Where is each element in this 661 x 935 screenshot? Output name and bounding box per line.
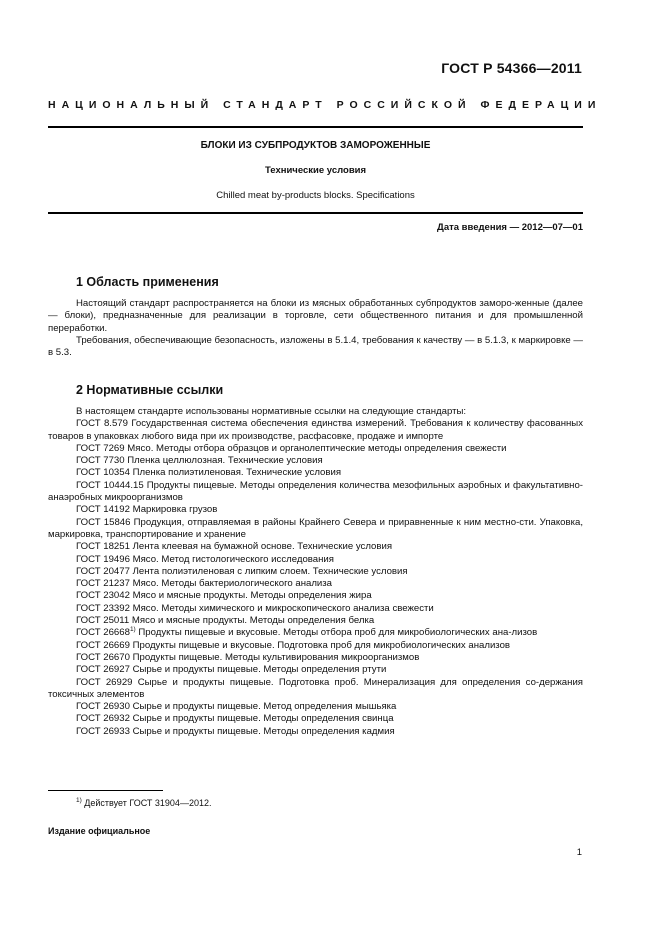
reference-item: ГОСТ 26929 Сырье и продукты пищевые. Подготовка проб. Минерализация для определения со-держания токсичных элементов	[48, 676, 583, 700]
footnote	[76, 797, 211, 808]
edition-label: Издание официальное	[48, 826, 151, 836]
reference-item: ГОСТ 23042 Мясо и мясные продукты. Методы определения жира	[76, 590, 372, 602]
section-1-heading: 1 Область применения	[76, 275, 219, 289]
reference-text: Продукты пищевые и вкусовые. Методы отбора проб для микробиологических ана-лизов	[135, 627, 538, 639]
document-title: БЛОКИ ИЗ СУБПРОДУКТОВ ЗАМОРОЖЕННЫЕ	[200, 140, 431, 151]
reference-item: ГОСТ 26669 Продукты пищевые и вкусовые. Подготовка проб для микробиологических анализов	[76, 639, 511, 651]
standard-number: ГОСТ Р 54366—2011	[441, 60, 582, 76]
reference-item: ГОСТ 15846 Продукция, отправляемая в районы Крайнего Севера и приравненные к ним местно-сти. Упаковка, маркировка, транспортирование и хранение	[48, 516, 583, 540]
section-1-paragraph: Требования, обеспечивающие безопасность, изложены в 5.1.4, требования к качеству — в 5.1.3, к маркировке — в 5.3.	[48, 334, 583, 359]
footnote-text: Действует ГОСТ 31904—2012.	[81, 798, 212, 808]
reference-item: ГОСТ 26932 Сырье и продукты пищевые. Методы определения свинца	[76, 713, 394, 725]
footnote-mark: 1)	[76, 797, 82, 804]
reference-item: ГОСТ 26930 Сырье и продукты пищевые. Метод определения мышьяка	[76, 701, 397, 713]
reference-item: ГОСТ 23392 Мясо. Методы химического и микроскопического анализа свежести	[76, 602, 434, 614]
reference-item: ГОСТ 10444.15 Продукты пищевые. Методы определения количества мезофильных аэробных и факультативно-анаэробных микроорганизмов	[48, 479, 583, 504]
english-title: Chilled meat by-products blocks. Specifications	[216, 190, 415, 201]
bottom-rule	[48, 212, 583, 214]
page-number: 1	[576, 847, 582, 858]
reference-item-26668	[48, 627, 583, 639]
section-1-body	[48, 298, 583, 359]
reference-item: ГОСТ 7269 Мясо. Методы отбора образцов и органолептические методы определения свежести	[76, 442, 507, 454]
intro-date: Дата введения — 2012—07—01	[437, 222, 583, 233]
section-2-heading: 2 Нормативные ссылки	[76, 383, 224, 397]
reference-item: ГОСТ 26670 Продукты пищевые. Методы культивирования микроорганизмов	[76, 651, 420, 663]
reference-item: ГОСТ 26927 Сырье и продукты пищевые. Методы определения ртути	[76, 664, 387, 676]
reference-item: ГОСТ 21237 Мясо. Методы бактериологического анализа	[76, 578, 333, 590]
reference-item: ГОСТ 7730 Пленка целлюлозная. Технические условия	[76, 455, 323, 467]
reference-item: ГОСТ 10354 Пленка полиэтиленовая. Технические условия	[76, 467, 342, 479]
reference-item: ГОСТ 25011 Мясо и мясные продукты. Методы определения белка	[76, 615, 375, 627]
reference-item: ГОСТ 8.579 Государственная система обеспечения единства измерений. Требования к количеству фасованных товаров в упаковках любого вида при их производстве, расфасовке, продаже и импорте	[48, 418, 583, 442]
reference-item: ГОСТ 20477 Лента полиэтиленовая с липким слоем. Технические условия	[76, 565, 408, 577]
document-subtitle: Технические условия	[264, 165, 367, 176]
top-rule	[48, 126, 583, 128]
footnote-mark[interactable]: 1)	[129, 626, 136, 634]
reference-item: ГОСТ 14192 Маркировка грузов	[76, 504, 218, 516]
section-2-intro: В настоящем стандарте использованы нормативные ссылки на следующие стандарты:	[76, 406, 467, 417]
reference-item: ГОСТ 19496 Мясо. Метод гистологического исследования	[76, 553, 334, 565]
section-1-paragraph: Настоящий стандарт распространяется на блоки из мясных обработанных субпродуктов заморо-женные (далее — блоки), предназначенные для реализации в торговле, сети общественного питания и для промышленной переработки.	[48, 298, 583, 334]
footnote-rule	[48, 790, 163, 791]
section-2-body	[48, 406, 583, 738]
reference-item: ГОСТ 26933 Сырье и продукты пищевые. Методы определения кадмия	[76, 725, 395, 737]
reference-code: ГОСТ 26668	[76, 627, 130, 639]
national-standard-banner: НАЦИОНАЛЬНЫЙ СТАНДАРТ РОССИЙСКОЙ ФЕДЕРАЦИИ	[48, 99, 602, 111]
reference-item: ГОСТ 18251 Лента клеевая на бумажной основе. Технические условия	[76, 541, 393, 553]
